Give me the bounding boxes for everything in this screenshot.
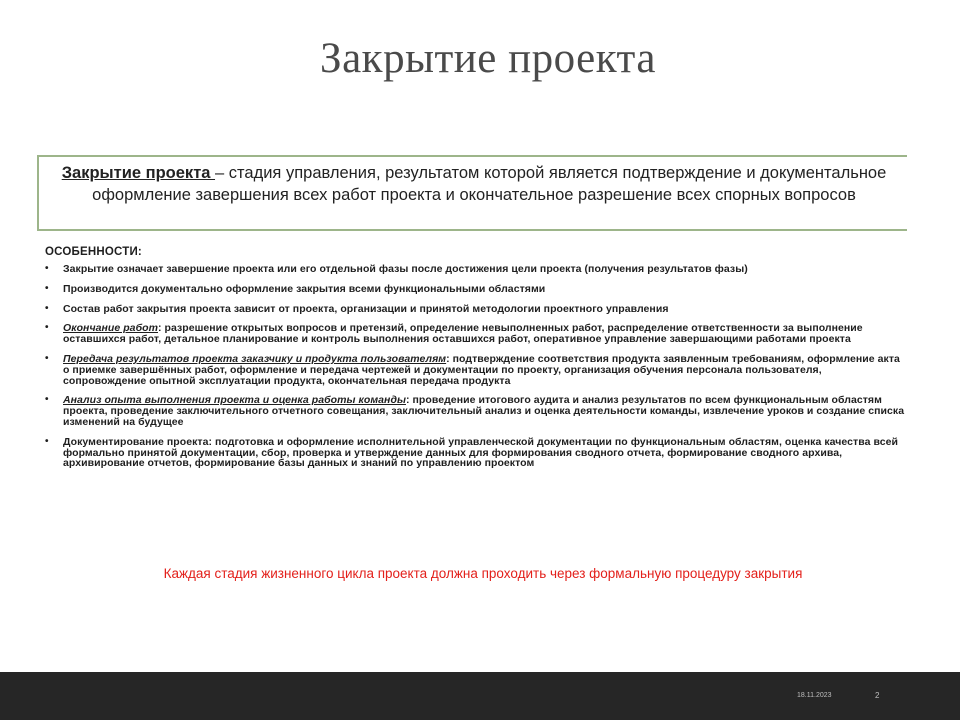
definition-body: – стадия управления, результатом которой является подтверждение и документальное оформление завершения всех работ проекта и окончательное разрешение всех спорных вопросов [92,164,887,204]
feature-label: Анализ опыта выполнения проекта и оценка работы команды [63,394,406,407]
footer-bar [0,672,960,720]
bullet-icon: • [45,322,49,334]
feature-label: Окончание работ [63,322,158,335]
feature-text: : подтверждение соответствия продукта заявленным требованиям, оформление акта о приемке завершённых работ, оформление и передача чертежей и документации по проекту, организация обучения персонала пользователя, сопровождение опытной эксплуатации продукта, окончательная передача продукта [63,352,900,387]
bullet-icon: • [45,282,49,294]
feature-text: Закрытие означает завершение проекта или его отдельной фазы после достижения цели проекта (получения результатов фазы) [63,263,748,275]
definition-box [37,155,907,231]
features-list [45,264,905,469]
bullet-icon: • [45,394,49,406]
feature-text: Состав работ закрытия проекта зависит от проекта, организации и принятой методологии проектного управления [63,302,669,315]
bullet-icon: • [45,435,49,447]
list-item [45,395,905,427]
list-item [45,437,905,469]
slide-title: Закрытие проекта [320,35,656,82]
footer-date: 18.11.2023 [797,692,832,699]
definition-text [39,162,909,206]
definition-term: Закрытие проекта [61,164,216,182]
bullet-icon: • [45,302,49,314]
list-item [45,264,905,275]
feature-text: Документирование проекта: подготовка и оформление исполнительной управленческой документации по функциональным областям, оценка качества всей формально принятой документации, сбор, проверка и утверждение данных для формирования сводного отчета, формирование сводного архива, архивирование отчетов, формирование базы данных и знаний по управлению проектом [63,435,898,470]
bullet-icon: • [45,352,49,364]
page-number: 2 [875,691,880,700]
features-heading: ОСОБЕННОСТИ: [45,246,142,258]
list-item [45,284,905,295]
feature-text: Производится документально оформление закрытия всеми функциональными областями [63,282,546,295]
closing-note: Каждая стадия жизненного цикла проекта должна проходить через формальную процедуру закрытия [163,566,803,581]
feature-text: : проведение итогового аудита и анализ результатов по всем функциональным областям проекта, проведение заключительного отчетного совещания, заключительный анализ и оценка деятельности команды, извлечение уроков и создание списка изменений на будущее [63,394,905,428]
feature-text: : разрешение открытых вопросов и претензий, определение невыполненных работ, распределение ответственности за выполнение оставшихся работ, детальное планирование и контроль выполнения оставшихся работ, оперативное управление завершающими работами проекта [63,322,863,346]
features-section [45,246,905,478]
list-item [45,354,905,386]
list-item [45,304,905,315]
feature-label: Передача результатов проекта заказчику и продукта пользователям [63,352,447,365]
list-item [45,323,905,345]
bullet-icon: • [45,263,49,274]
